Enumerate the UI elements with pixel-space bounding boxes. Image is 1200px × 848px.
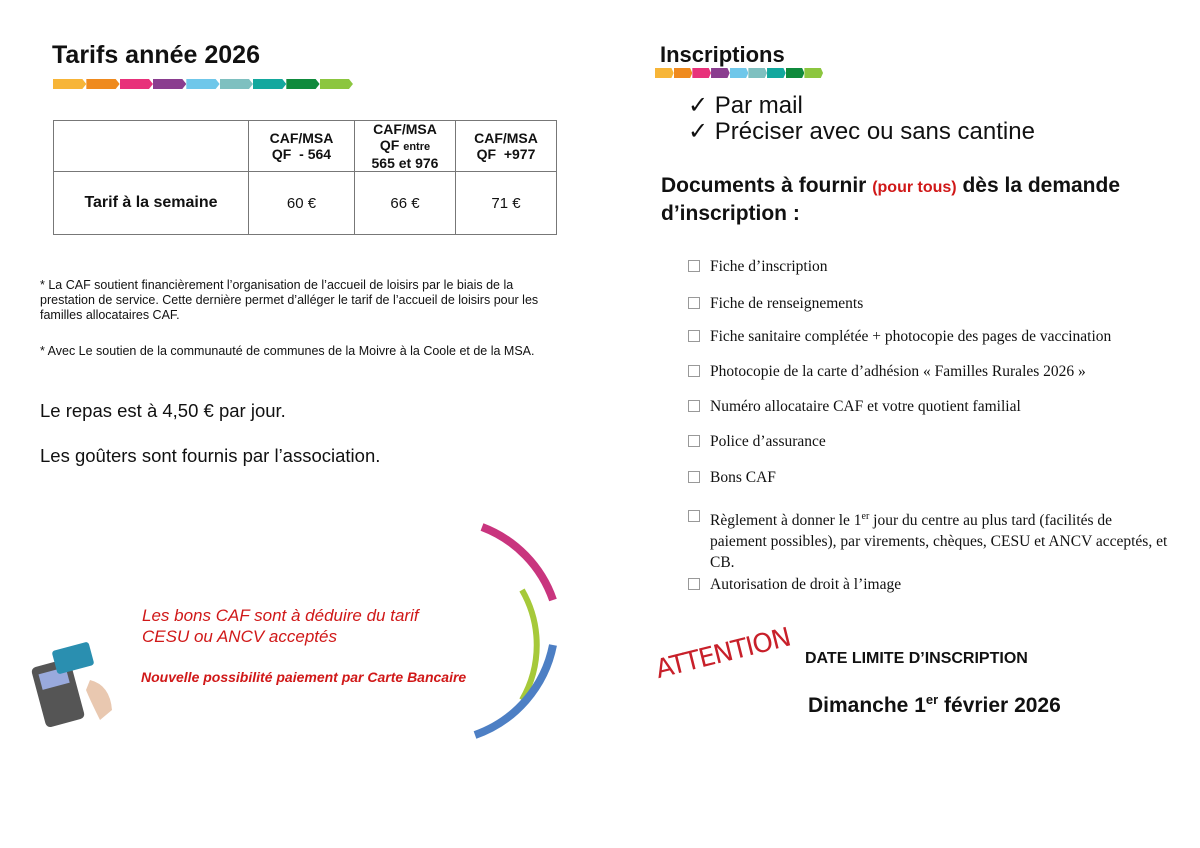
- color-segment: [730, 68, 749, 78]
- color-segment: [286, 79, 319, 89]
- checkbox[interactable]: [688, 400, 700, 412]
- header-qf-high: CAF/MSA QF +977: [456, 121, 557, 172]
- checklist-item: Fiche sanitaire complétée + photocopie des pages de vaccination: [688, 326, 1111, 347]
- checkbox[interactable]: [688, 365, 700, 377]
- color-segment: [220, 79, 253, 89]
- card-payment-note: Nouvelle possibilité paiement par Carte Bancaire: [141, 669, 467, 685]
- checklist-item: Fiche d’inscription: [688, 256, 828, 277]
- check-item: ✓ Par mail: [688, 92, 803, 119]
- color-segment: [186, 79, 219, 89]
- header-qf-low: CAF/MSA QF - 564: [249, 121, 355, 172]
- tarif-table: [53, 120, 557, 235]
- price-cell: 66 €: [355, 172, 456, 235]
- color-segment: [748, 68, 767, 78]
- color-segment: [804, 68, 823, 78]
- checklist-item: Bons CAF: [688, 467, 776, 488]
- inscriptions-title: Inscriptions: [660, 42, 785, 67]
- color-segment: [320, 79, 353, 89]
- color-arrow-bar: [655, 68, 823, 78]
- price-cell: 71 €: [456, 172, 557, 235]
- color-segment: [786, 68, 805, 78]
- promo-text: Les bons CAF sont à déduire du tarif CESU ou ANCV acceptés: [142, 606, 419, 646]
- deadline-label: DATE LIMITE D’INSCRIPTION: [805, 650, 1028, 667]
- color-segment: [86, 79, 119, 89]
- color-arrow-bar: [53, 79, 353, 89]
- color-segment: [253, 79, 286, 89]
- row-label: Tarif à la semaine: [54, 172, 249, 235]
- checkbox[interactable]: [688, 578, 700, 590]
- checkbox[interactable]: [688, 471, 700, 483]
- color-segment: [153, 79, 186, 89]
- checklist-item: Autorisation de droit à l’image: [688, 574, 901, 595]
- msa-note: * Avec Le soutien de la communauté de communes de la Moivre à la Coole et de la MSA.: [40, 344, 535, 358]
- checkbox[interactable]: [688, 260, 700, 272]
- checklist-item: Numéro allocataire CAF et votre quotient familial: [688, 396, 1021, 417]
- meal-price: Le repas est à 4,50 € par jour.: [40, 400, 286, 421]
- method-list: [688, 93, 1035, 145]
- card-payment-icon: [30, 640, 120, 730]
- color-segment: [711, 68, 730, 78]
- check-item: ✓ Préciser avec ou sans cantine: [688, 118, 1035, 145]
- deadline-date: Dimanche 1er février 2026: [808, 692, 1061, 717]
- checkbox[interactable]: [688, 435, 700, 447]
- price-cell: 60 €: [249, 172, 355, 235]
- checklist-item: Police d’assurance: [688, 431, 826, 452]
- checklist-item: Photocopie de la carte d’adhésion « Familles Rurales 2026 »: [688, 361, 1086, 382]
- color-segment: [674, 68, 693, 78]
- snack-info: Les goûters sont fournis par l’association.: [40, 445, 381, 466]
- color-segment: [120, 79, 153, 89]
- color-segment: [53, 79, 86, 89]
- decorative-arcs: [420, 515, 565, 745]
- documents-title: Documents à fournir (pour tous) dès la demande d’inscription :: [661, 174, 1121, 225]
- color-segment: [692, 68, 711, 78]
- attention-stamp: ATTENTION: [652, 622, 794, 685]
- checkbox[interactable]: [688, 510, 700, 522]
- tarifs-title: Tarifs année 2026: [52, 41, 260, 69]
- color-segment: [767, 68, 786, 78]
- caf-note: * La CAF soutient financièrement l’organisation de l’accueil de loisirs par le biais de la prestation de service. Cette dernière permet d’alléger le tarif de l’accueil de loisirs pour les familles allocataires CAF.: [40, 278, 539, 322]
- checklist-item: Règlement à donner le 1er jour du centre au plus tard (facilités de paiement possibles), par virements, chèques, CESU et ANCV acceptés, et CB.: [688, 506, 1168, 573]
- color-segment: [655, 68, 674, 78]
- header-qf-mid: CAF/MSA QF entre 565 et 976: [355, 121, 456, 172]
- checkbox[interactable]: [688, 330, 700, 342]
- checkbox[interactable]: [688, 297, 700, 309]
- checklist-item: Fiche de renseignements: [688, 293, 863, 314]
